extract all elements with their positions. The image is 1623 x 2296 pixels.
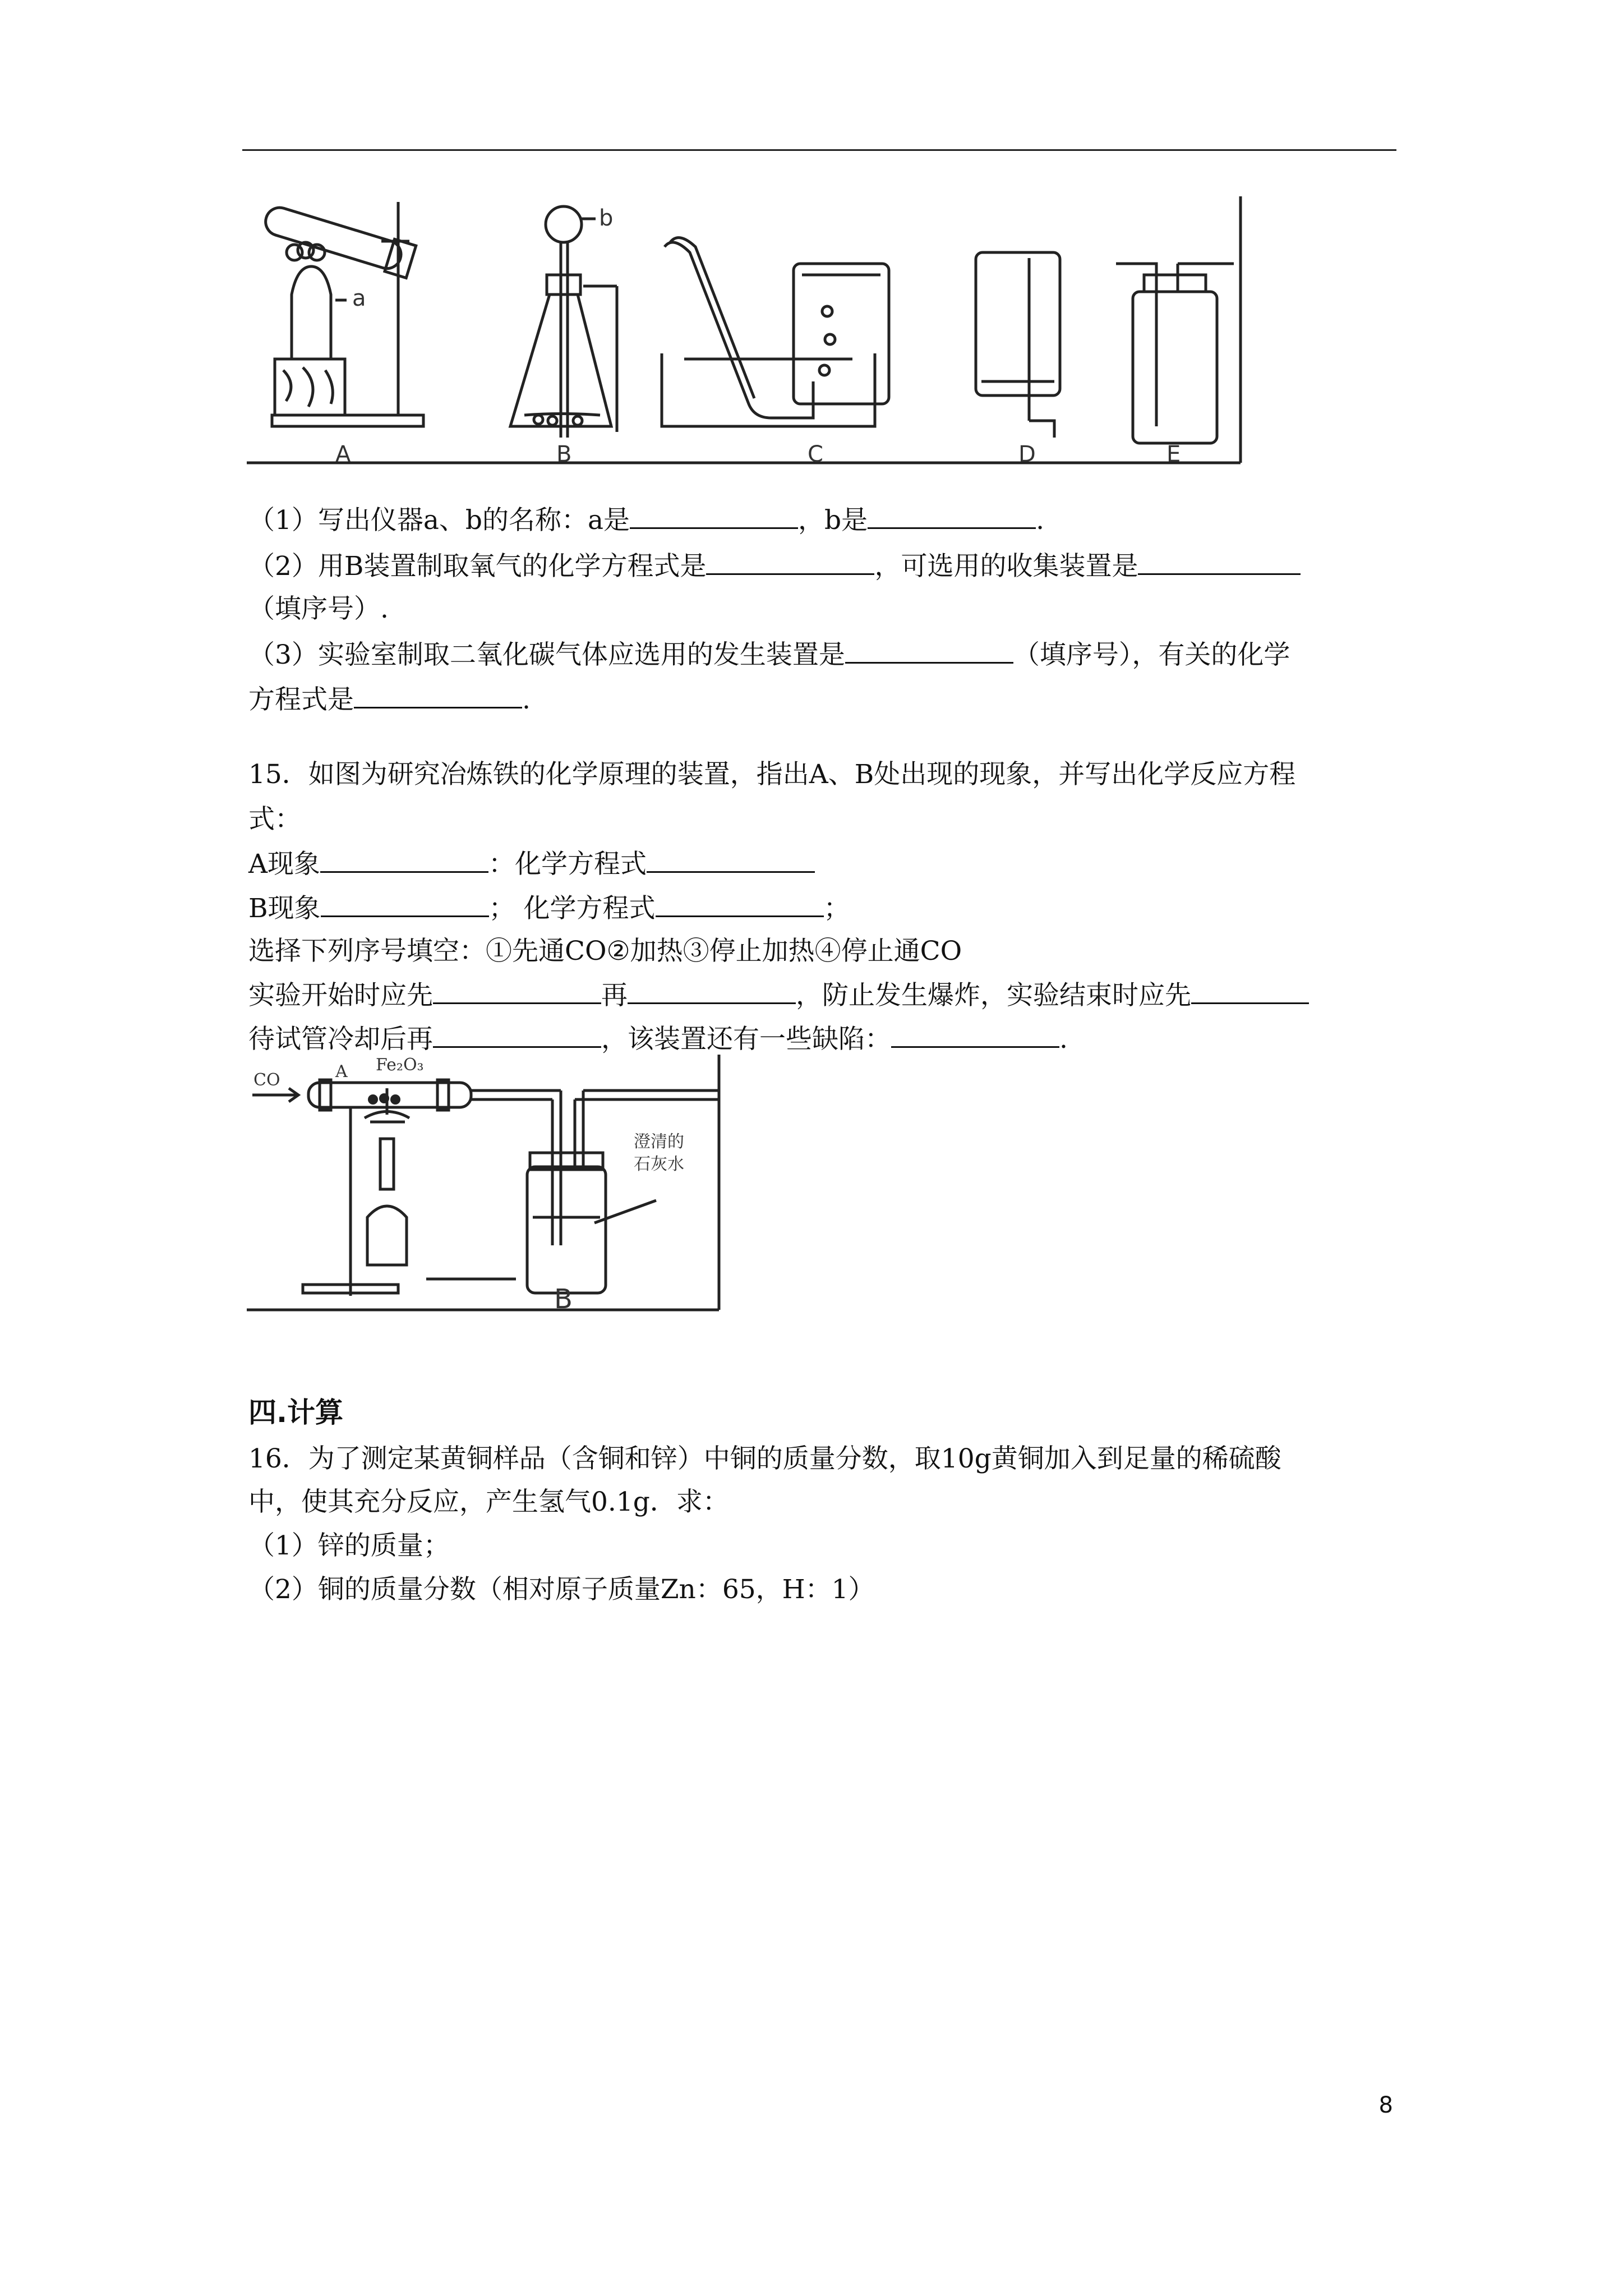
answer-blank-b-equation[interactable] [656, 887, 824, 917]
point-b-label: B [554, 1283, 573, 1313]
apparatus-label-a: A [335, 441, 351, 466]
section-title-calculation: 四.计算 [248, 1396, 343, 1429]
answer-blank-oxygen-equation[interactable] [706, 545, 874, 575]
answer-blank-end-first[interactable] [1191, 974, 1309, 1004]
answer-blank-start-first[interactable] [433, 974, 601, 1004]
q15-stem-cont: 式： [248, 804, 301, 835]
limewater-label-line1: 澄清的 [634, 1132, 684, 1152]
q15-stem: 15．如图为研究冶炼铁的化学原理的装置，指出A、B处出现的现象，并写出化学反应方程 [248, 759, 1296, 790]
q15-cool-line: 待试管冷却后再 ，该装置还有一些缺陷： . [248, 1018, 1068, 1060]
q16-line4: （2）铜的质量分数（相对原子质量Zn：65，H：1） [248, 1574, 875, 1605]
q14-part2: （2）用B装置制取氧气的化学方程式是 ，可选用的收集装置是 [248, 545, 1301, 587]
page-number: 8 [1378, 2092, 1393, 2118]
q14-part3-cont: 方程式是 . [248, 679, 531, 720]
q15-start-line: 实验开始时应先 再 ，防止发生爆炸，实验结束时应先 [248, 974, 1309, 1016]
apparatus-label-c: C [808, 441, 823, 466]
q15-a-line: A现象 ：化学方程式 [248, 843, 815, 885]
answer-blank-b-phenomenon[interactable] [321, 887, 489, 917]
q14-part2-cont: （填序号）. [248, 593, 389, 624]
q14-part3: （3）实验室制取二氧化碳气体应选用的发生装置是 （填序号），有关的化学 [248, 634, 1290, 675]
answer-blank-collection[interactable] [1138, 545, 1301, 575]
apparatus-label-e: E [1166, 441, 1181, 466]
label-a: a [352, 286, 366, 311]
apparatus-label-b: B [556, 441, 572, 466]
test-tube-a [261, 201, 416, 278]
fe2o3-label: Fe₂O₃ [376, 1055, 424, 1075]
q15-b-line: B现象 ； 化学方程式 ； [248, 887, 850, 929]
answer-blank-co2-apparatus[interactable] [845, 634, 1013, 664]
q16-line2: 中，使其充分反应，产生氢气0.1g．求： [248, 1487, 729, 1517]
co-label: CO [253, 1070, 280, 1090]
answer-blank-b[interactable] [868, 499, 1036, 529]
answer-blank-a[interactable] [630, 499, 798, 529]
answer-blank-defect[interactable] [891, 1018, 1059, 1048]
answer-blank-a-equation[interactable] [647, 843, 815, 873]
answer-blank-start-then[interactable] [628, 974, 796, 1004]
limewater-label-line2: 石灰水 [634, 1154, 684, 1174]
apparatus-label-d: D [1018, 441, 1036, 466]
answer-blank-a-phenomenon[interactable] [320, 843, 488, 873]
q15-choose: 选择下列序号填空：①先通CO②加热③停止加热④停止通CO [248, 936, 962, 967]
iron-smelting-figure [247, 1055, 723, 1313]
q16-line3: （1）锌的质量； [248, 1530, 450, 1561]
label-b: b [599, 205, 614, 231]
q14-part1: （1）写出仪器a、b的名称：a是 ，b是 . [248, 499, 1044, 541]
point-a-label: A [335, 1062, 348, 1082]
answer-blank-co2-equation[interactable] [354, 679, 522, 708]
answer-blank-after-cool[interactable] [433, 1018, 601, 1048]
q16-line1: 16．为了测定某黄铜样品（含铜和锌）中铜的质量分数，取10g黄铜加入到足量的稀硫酸 [248, 1443, 1281, 1474]
header-rule [242, 149, 1396, 151]
apparatus-figure [247, 191, 1245, 466]
